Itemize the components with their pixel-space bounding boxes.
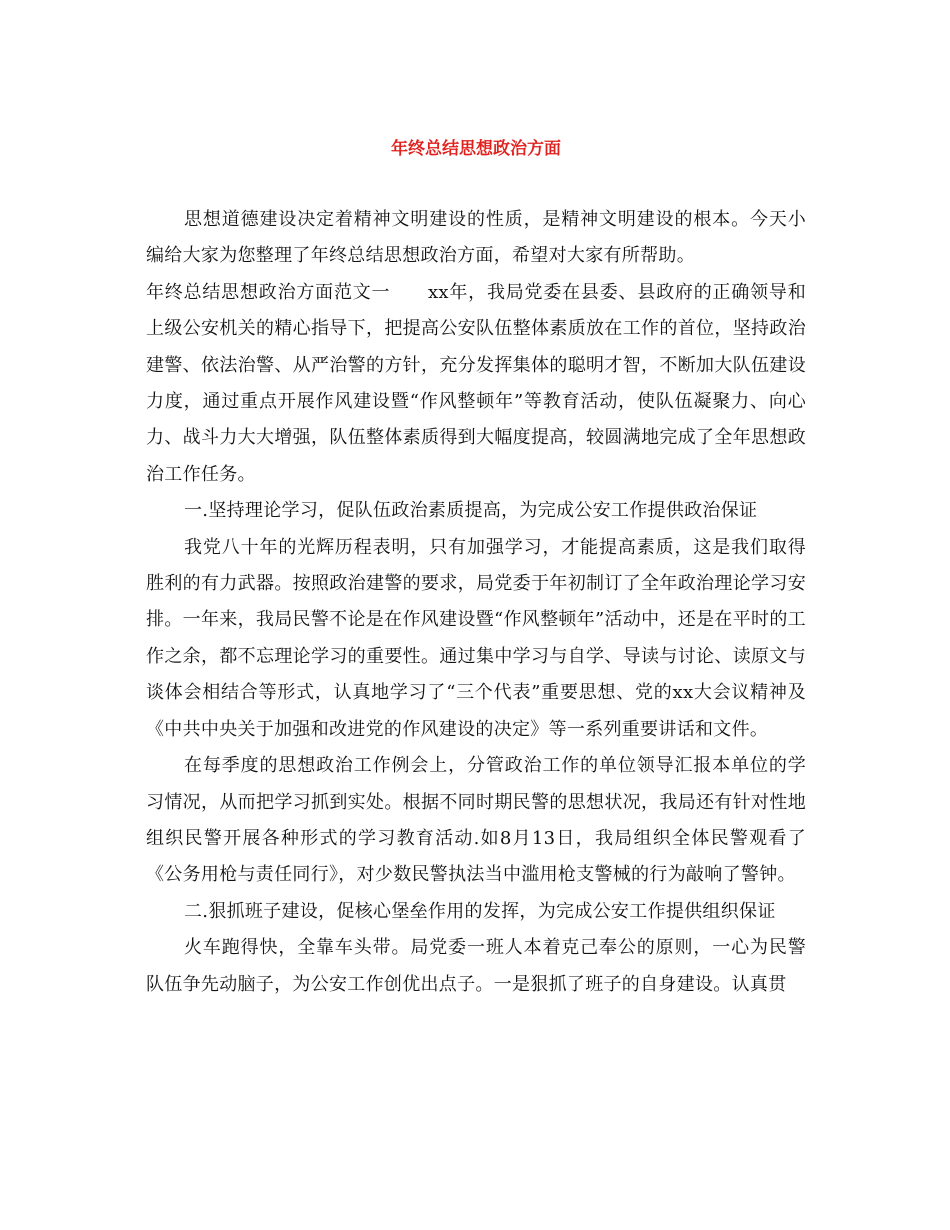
document-page [146, 0, 806, 1230]
sample-one-paragraph: 年终总结思想政治方面范文一 xx年，我局党委在县委、县政府的正确领导和上级公安机关的精心指导下，把提高公安队伍整体素质放在工作的首位，坚持政治建警、依法治警、从严治警的方针，充分发挥集体的聪明才智，不断加大队伍建设力度，通过重点开展作风建设暨“作风整顿年”等教育活动，使队伍凝聚力、向心力、战斗力大大增强，队伍整体素质得到大幅度提高，较圆满地完成了全年思想政治工作任务。 [146, 281, 806, 485]
section-heading-one: 一.坚持理论学习，促队伍政治素质提高，为完成公安工作提供政治保证 [184, 500, 758, 522]
theory-study-paragraph: 我党八十年的光辉历程表明，只有加强学习，才能提高素质，这是我们取得胜利的有力武器。按照政治建警的要求，局党委于年初制订了全年政治理论学习安排。一年来，我局民警不论是在作风建设暨“作风整顿年”活动中，还是在平时的工作之余，都不忘理论学习的重要性。通过集中学习与自学、导读与讨论、读原文与谈体会相结合等形式，认真地学习了“三个代表”重要思想、党的xx大会议精神及《中共中央关于加强和改进党的作风建设的决定》等一系列重要讲话和文件。 [146, 536, 806, 740]
quarterly-meeting-paragraph: 在每季度的思想政治工作例会上，分管政治工作的单位领导汇报本单位的学习情况，从而把学习抓到实处。根据不同时期民警的思想状况，我局还有针对性地组织民警开展各种形式的学习教育活动.如8月13日，我局组织全体民警观看了《公务用枪与责任同行》，对少数民警执法当中滥用枪支警械的行为敲响了警钟。 [146, 755, 806, 886]
intro-paragraph: 思想道德建设决定着精神文明建设的性质，是精神文明建设的根本。今天小编给大家为您整理了年终总结思想政治方面，希望对大家有所帮助。 [146, 209, 806, 267]
document-title: 年终总结思想政治方面 [391, 139, 561, 159]
section-heading-two: 二.狠抓班子建设，促核心堡垒作用的发挥，为完成公安工作提供组织保证 [184, 900, 776, 922]
document-body [146, 202, 806, 1003]
leadership-paragraph: 火车跑得快，全靠车头带。局党委一班人本着克己奉公的原则，一心为民警队伍争先动脑子，为公安工作创优出点子。一是狠抓了班子的自身建设。认真贯 [146, 937, 806, 995]
